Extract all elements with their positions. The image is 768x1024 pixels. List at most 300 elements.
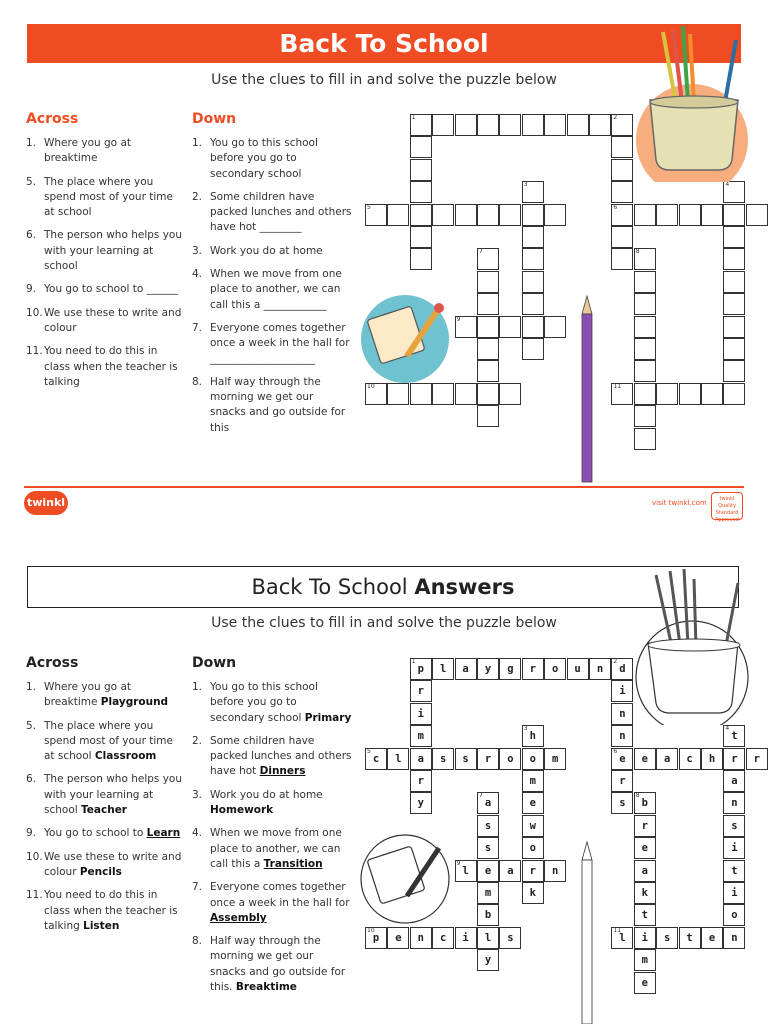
grid-cell <box>634 904 656 926</box>
cell-number: 11 <box>613 382 622 390</box>
grid-cell <box>634 927 656 949</box>
clue-text: You go to this school before you go to secondary school <box>210 137 318 180</box>
cell-letter: p <box>372 931 380 944</box>
grid-cell <box>544 658 566 680</box>
cell-letter: n <box>619 707 626 720</box>
clue-item <box>192 375 352 436</box>
cell-number: 8 <box>635 792 640 800</box>
grid-cell[interactable] <box>723 248 745 270</box>
clue-number: 3. <box>192 788 203 801</box>
grid-cell <box>723 748 745 770</box>
down-clues <box>192 136 352 444</box>
clue-text: We use these to write and colour Pencils <box>44 850 182 878</box>
clue-text: Half way through the morning we get our snacks and go outside for this. Breaktime <box>210 935 346 994</box>
clue-answer: Assembly <box>210 911 267 924</box>
grid-cell[interactable] <box>589 114 611 136</box>
cell-letter: e <box>708 931 716 944</box>
grid-cell[interactable] <box>723 338 745 360</box>
clue-text: Everyone comes together once a week in the hall for Assembly <box>210 881 350 924</box>
clue-item <box>26 136 184 167</box>
cell-letter: l <box>462 864 469 877</box>
cell-number: 7 <box>479 248 483 256</box>
clue-answer: Playground <box>100 696 169 709</box>
cell-number: 10 <box>367 382 375 390</box>
grid-cell[interactable] <box>656 383 678 405</box>
clue-number: 6. <box>26 229 37 242</box>
grid-cell <box>365 927 387 949</box>
grid-cell[interactable] <box>432 204 454 226</box>
grid-cell[interactable] <box>410 136 432 158</box>
grid-cell <box>522 658 544 680</box>
grid-cell <box>499 860 521 882</box>
cell-letter: a <box>641 864 648 877</box>
answers-title-bold: Answers <box>414 575 515 599</box>
clue-text: Where you go at breaktime <box>44 137 131 165</box>
grid-cell[interactable] <box>567 114 589 136</box>
grid-cell[interactable] <box>365 204 387 226</box>
grid-cell[interactable] <box>723 293 745 315</box>
grid-cell <box>432 748 454 770</box>
cell-letter: r <box>529 663 536 675</box>
grid-cell <box>410 725 432 747</box>
grid-cell <box>522 725 544 747</box>
grid-cell <box>455 748 477 770</box>
cell-letter: e <box>641 842 648 855</box>
cell-letter: i <box>462 931 469 944</box>
grid-cell[interactable] <box>522 204 544 226</box>
cell-letter: r <box>731 752 738 765</box>
cell-letter: o <box>529 842 536 855</box>
cell-number: 1 <box>411 114 416 121</box>
cell-letter: b <box>641 797 648 810</box>
grid-cell[interactable] <box>544 316 566 338</box>
grid-cell <box>499 658 521 680</box>
grid-cell <box>477 949 499 971</box>
grid-cell[interactable] <box>611 226 633 248</box>
grid-cell <box>634 949 656 971</box>
grid-cell <box>477 860 499 882</box>
grid-cell[interactable] <box>477 114 499 136</box>
grid-cell <box>679 927 701 949</box>
grid-cell[interactable] <box>634 405 656 427</box>
grid-cell[interactable] <box>410 159 432 181</box>
cell-number: 4 <box>725 725 730 733</box>
grid-cell[interactable] <box>477 316 499 338</box>
cell-letter: k <box>641 887 648 899</box>
cell-letter: e <box>641 976 648 989</box>
grid-cell[interactable] <box>410 204 432 226</box>
visit-link[interactable]: visit twinkl.com <box>652 499 707 507</box>
grid-cell <box>522 837 544 859</box>
grid-cell[interactable] <box>746 204 768 226</box>
grid-cell[interactable] <box>522 293 544 315</box>
grid-cell <box>611 748 633 770</box>
clue-item <box>192 826 352 872</box>
grid-cell <box>477 904 499 926</box>
clue-item <box>192 680 352 726</box>
cell-letter: p <box>417 663 424 675</box>
notepad-outline-icon <box>359 834 451 924</box>
cell-letter: o <box>731 909 738 922</box>
grid-cell[interactable] <box>679 204 701 226</box>
pencil-outline-icon <box>578 840 596 1024</box>
grid-cell <box>701 748 723 770</box>
cell-letter: c <box>686 752 693 765</box>
grid-cell[interactable] <box>455 383 477 405</box>
clue-number: 11. <box>26 345 43 358</box>
cell-letter: e <box>484 864 492 877</box>
clue-number: 2. <box>192 190 203 203</box>
grid-cell[interactable] <box>499 316 521 338</box>
grid-cell[interactable] <box>477 293 499 315</box>
cell-letter: l <box>619 931 626 944</box>
clue-answer: Breaktime <box>235 981 297 994</box>
grid-cell <box>522 770 544 792</box>
clue-answer: Dinners <box>259 765 306 778</box>
clue-item <box>192 267 352 313</box>
cell-letter: a <box>731 775 738 787</box>
cell-letter: i <box>731 887 738 899</box>
grid-cell <box>634 748 656 770</box>
cell-letter: m <box>641 954 648 967</box>
grid-cell[interactable] <box>634 360 656 382</box>
grid-cell[interactable] <box>477 360 499 382</box>
cell-letter: c <box>440 931 447 944</box>
footer-divider <box>24 486 744 488</box>
grid-cell[interactable] <box>634 248 656 270</box>
clue-answer: Homework <box>210 804 274 817</box>
clue-number: 7. <box>192 881 203 894</box>
grid-cell[interactable] <box>499 204 521 226</box>
grid-cell[interactable] <box>723 316 745 338</box>
cell-letter: n <box>596 663 604 675</box>
cell-letter: n <box>619 730 626 743</box>
clue-item <box>26 282 184 297</box>
grid-cell <box>679 748 701 770</box>
cell-letter: y <box>484 954 492 967</box>
grid-cell <box>723 904 745 926</box>
clue-number: 4. <box>192 827 203 840</box>
grid-cell[interactable] <box>455 114 477 136</box>
grid-cell[interactable] <box>723 360 745 382</box>
grid-cell <box>477 748 499 770</box>
cell-letter: h <box>529 730 536 743</box>
clue-answer: Classroom <box>94 750 157 763</box>
grid-cell <box>544 860 566 882</box>
clue-number: 7. <box>192 321 203 334</box>
cell-letter: o <box>552 663 559 675</box>
grid-cell <box>723 770 745 792</box>
grid-cell[interactable] <box>522 114 544 136</box>
answers-subtitle: Use the clues to fill in and solve the puzzle below <box>211 615 557 631</box>
cell-letter: m <box>417 730 424 743</box>
grid-cell[interactable] <box>477 204 499 226</box>
cell-letter: c <box>372 752 380 765</box>
grid-cell <box>634 837 656 859</box>
grid-cell <box>723 882 745 904</box>
worksheet-title: Back To School <box>279 29 489 58</box>
clue-item <box>26 228 184 274</box>
clue-number: 2. <box>192 734 203 747</box>
grid-cell[interactable] <box>522 338 544 360</box>
clue-text: You go to school to ______ <box>44 283 179 296</box>
clue-text: The place where you spend most of your time at school <box>44 175 173 219</box>
grid-cell <box>522 748 544 770</box>
clue-text: Where you go at breaktime Playground <box>44 681 169 709</box>
cell-letter: t <box>641 909 648 922</box>
clue-text: You go to this school before you go to secondary school Primary <box>210 681 352 724</box>
grid-cell[interactable] <box>611 181 633 203</box>
cell-letter: n <box>417 931 424 944</box>
grid-cell[interactable] <box>455 316 477 338</box>
clue-item <box>26 850 184 881</box>
grid-cell <box>567 658 589 680</box>
clue-item <box>26 772 184 818</box>
cell-number: 3 <box>523 181 528 189</box>
cell-letter: r <box>417 685 424 698</box>
grid-cell[interactable] <box>410 114 432 136</box>
cell-letter: r <box>753 752 760 765</box>
grid-cell <box>634 860 656 882</box>
grid-cell <box>477 837 499 859</box>
grid-cell[interactable] <box>477 248 499 270</box>
cell-number: 8 <box>635 248 640 256</box>
cell-letter: i <box>417 707 424 720</box>
clue-answer: Transition <box>263 857 323 870</box>
clue-number: 3. <box>192 244 203 257</box>
grid-cell[interactable] <box>410 248 432 270</box>
grid-cell[interactable] <box>522 271 544 293</box>
cell-letter: e <box>529 797 536 810</box>
clue-text: The place where you spend most of your time at school Classroom <box>44 719 173 763</box>
clue-text: The person who helps you with your learning at school Teacher <box>44 773 182 817</box>
grid-cell <box>611 927 633 949</box>
clue-number: 1. <box>26 681 37 693</box>
grid-cell <box>455 927 477 949</box>
cell-letter: l <box>395 752 402 765</box>
clue-answer: Primary <box>304 711 352 724</box>
clue-text: Half way through the morning we get our snacks and go outside for this <box>210 375 346 434</box>
clue-answer: Listen <box>83 919 120 932</box>
grid-cell <box>410 770 432 792</box>
grid-cell[interactable] <box>544 204 566 226</box>
clue-number: 1. <box>192 681 203 693</box>
grid-cell[interactable] <box>499 383 521 405</box>
grid-cell[interactable] <box>477 338 499 360</box>
grid-cell[interactable] <box>701 204 723 226</box>
cell-letter: t <box>686 931 693 944</box>
cell-number: 9 <box>456 859 461 867</box>
grid-cell[interactable] <box>634 338 656 360</box>
grid-cell[interactable] <box>477 383 499 405</box>
cell-letter: s <box>440 752 447 765</box>
grid-cell[interactable] <box>634 383 656 405</box>
grid-cell[interactable] <box>656 204 678 226</box>
grid-cell[interactable] <box>387 204 409 226</box>
clue-item <box>26 680 184 711</box>
grid-cell <box>477 815 499 837</box>
cell-letter: l <box>440 663 447 675</box>
clue-number: 5. <box>26 175 37 188</box>
grid-cell[interactable] <box>477 271 499 293</box>
grid-cell <box>701 927 723 949</box>
answers-title: Back To School <box>251 575 408 599</box>
clue-text: Work you do at home <box>210 244 323 257</box>
grid-cell[interactable] <box>723 383 745 405</box>
grid-cell[interactable] <box>432 114 454 136</box>
grid-cell[interactable] <box>701 383 723 405</box>
clue-answer: Pencils <box>79 865 122 878</box>
grid-cell[interactable] <box>611 204 633 226</box>
grid-cell <box>723 837 745 859</box>
grid-cell <box>499 748 521 770</box>
grid-cell[interactable] <box>723 181 745 203</box>
cell-letter: y <box>417 797 424 810</box>
grid-cell <box>455 658 477 680</box>
clue-item <box>26 888 184 934</box>
clue-number: 1. <box>192 137 203 149</box>
grid-cell <box>589 658 611 680</box>
clue-item <box>26 344 184 390</box>
grid-cell[interactable] <box>634 271 656 293</box>
cell-letter: m <box>552 752 559 765</box>
grid-cell <box>634 882 656 904</box>
worksheet-subtitle: Use the clues to fill in and solve the puzzle below <box>211 72 557 88</box>
grid-cell[interactable] <box>410 181 432 203</box>
cell-letter: s <box>484 842 492 855</box>
clue-item <box>192 880 352 926</box>
cell-number: 6 <box>613 747 618 755</box>
clue-text: You need to do this in class when the teacher is talking <box>44 345 178 388</box>
grid-cell[interactable] <box>387 383 409 405</box>
grid-cell <box>455 860 477 882</box>
clue-number: 10. <box>26 850 43 863</box>
grid-cell[interactable] <box>634 428 656 450</box>
clue-item <box>192 244 352 259</box>
cell-letter: u <box>574 663 581 675</box>
clue-text: Work you do at home Homework <box>210 788 323 817</box>
grid-cell[interactable] <box>410 226 432 248</box>
grid-cell <box>634 792 656 814</box>
cell-letter: m <box>529 775 536 787</box>
cell-letter: s <box>462 752 469 765</box>
cell-letter: o <box>507 752 514 765</box>
cell-letter: b <box>484 909 492 922</box>
notepad-icon <box>359 294 451 384</box>
grid-cell[interactable] <box>522 181 544 203</box>
cell-letter: a <box>664 752 671 765</box>
grid-cell[interactable] <box>723 204 745 226</box>
clue-text: You go to school to Learn <box>44 827 181 840</box>
clue-number: 9. <box>26 283 37 296</box>
clue-number: 8. <box>192 375 203 388</box>
cell-letter: a <box>417 752 424 765</box>
cell-number: 9 <box>456 315 461 323</box>
grid-cell[interactable] <box>365 383 387 405</box>
grid-cell[interactable] <box>522 248 544 270</box>
answers-title-banner <box>27 566 739 608</box>
cell-letter: o <box>529 752 536 765</box>
grid-cell <box>611 792 633 814</box>
grid-cell[interactable] <box>634 293 656 315</box>
cell-letter: r <box>641 819 648 832</box>
grid-cell[interactable] <box>410 383 432 405</box>
cell-letter: s <box>731 819 738 832</box>
cell-letter: k <box>529 887 536 899</box>
answers-down-heading: Down <box>192 655 237 671</box>
grid-cell[interactable] <box>679 383 701 405</box>
clue-text: When we move from one place to another, we can call this a ____________ <box>210 268 342 311</box>
grid-cell <box>477 792 499 814</box>
grid-cell <box>365 748 387 770</box>
clue-number: 5. <box>26 719 37 732</box>
cell-letter: e <box>395 931 402 944</box>
cell-letter: n <box>552 864 559 877</box>
grid-cell[interactable] <box>477 405 499 427</box>
cell-number: 3 <box>523 725 528 733</box>
grid-cell <box>432 927 454 949</box>
grid-cell[interactable] <box>522 316 544 338</box>
clue-text: Everyone comes together once a week in the hall for ____________________ <box>210 321 350 365</box>
clue-item <box>192 190 352 236</box>
grid-cell[interactable] <box>723 226 745 248</box>
grid-cell[interactable] <box>611 383 633 405</box>
across-heading: Across <box>26 111 79 127</box>
clue-text: Some children have packed lunches and others have hot ________ <box>210 190 352 234</box>
cell-letter: a <box>462 663 469 675</box>
grid-cell[interactable] <box>611 248 633 270</box>
cell-number: 5 <box>367 747 371 755</box>
grid-cell[interactable] <box>522 226 544 248</box>
grid-cell[interactable] <box>432 383 454 405</box>
cell-letter: n <box>731 797 738 810</box>
grid-cell[interactable] <box>499 114 521 136</box>
quality-badge: twinkl Quality Standard Approved <box>711 492 743 520</box>
cell-letter: r <box>619 775 626 787</box>
cell-letter: t <box>731 730 738 743</box>
grid-cell <box>723 725 745 747</box>
cell-number: 2 <box>613 658 618 665</box>
clue-number: 1. <box>26 137 37 149</box>
clue-item <box>26 306 184 337</box>
grid-cell <box>410 927 432 949</box>
cell-number: 5 <box>367 203 371 211</box>
pencil-pot-outline-icon <box>634 565 752 725</box>
cell-letter: w <box>529 819 536 832</box>
grid-cell <box>611 680 633 702</box>
grid-cell <box>634 972 656 994</box>
cell-number: 6 <box>613 203 618 211</box>
grid-cell[interactable] <box>455 204 477 226</box>
grid-cell[interactable] <box>544 114 566 136</box>
grid-cell[interactable] <box>723 271 745 293</box>
grid-cell[interactable] <box>634 204 656 226</box>
clue-text: You need to do this in class when the teacher is talking Listen <box>44 889 178 932</box>
grid-cell <box>611 770 633 792</box>
grid-cell <box>656 927 678 949</box>
grid-cell <box>723 815 745 837</box>
grid-cell <box>611 703 633 725</box>
cell-letter: i <box>619 685 626 698</box>
clue-item <box>192 734 352 780</box>
grid-cell <box>410 792 432 814</box>
answers-across-heading: Across <box>26 655 79 671</box>
clue-number: 11. <box>26 889 43 902</box>
cell-letter: e <box>619 752 626 765</box>
grid-cell[interactable] <box>634 316 656 338</box>
cell-letter: i <box>641 931 648 944</box>
grid-cell <box>410 680 432 702</box>
